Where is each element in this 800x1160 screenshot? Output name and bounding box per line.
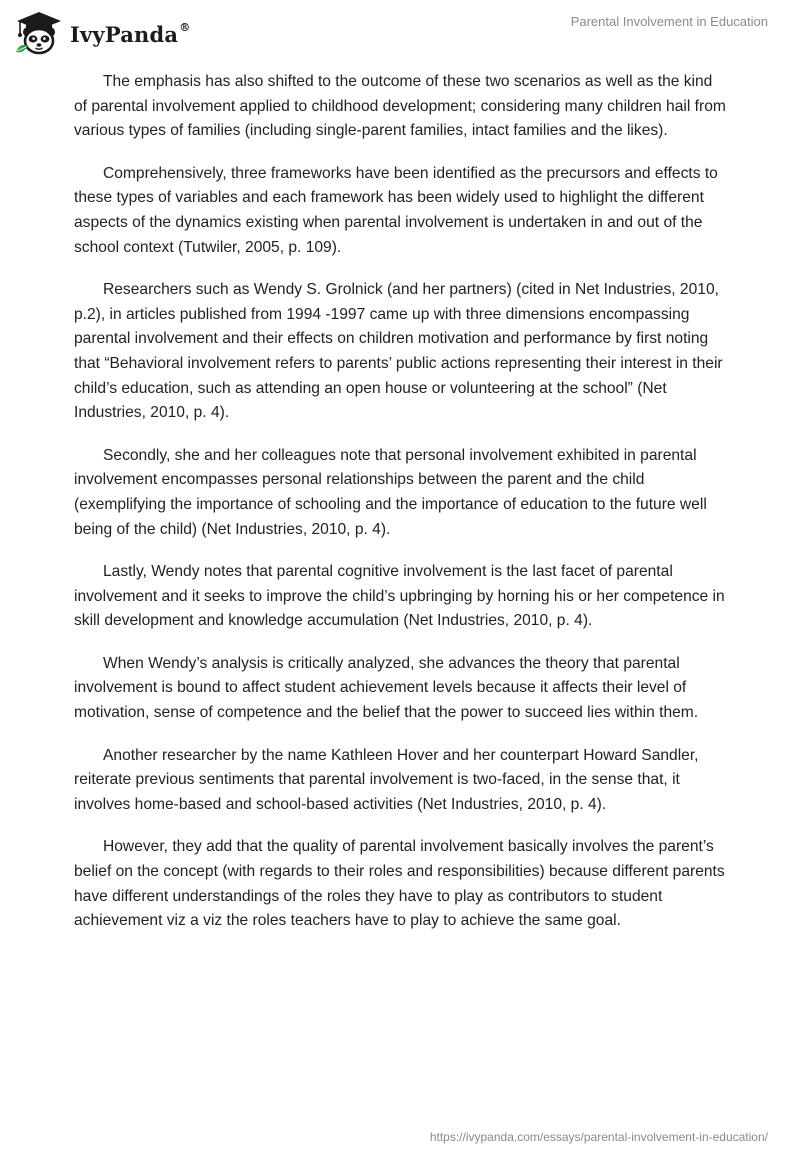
paragraph: Secondly, she and her colleagues note that personal involvement exhibited in parental involvement encompasses personal relationships between the parent and the child (exemplifying the importance of schooling and the importance of education to the future well being of the child) (Net Industries, 2010, p. 4). <box>74 446 707 538</box>
paragraph: Lastly, Wendy notes that parental cognitive involvement is the last facet of parental involvement and it seeks to improve the child’s upbringing by horning his or her competence in skill development and knowledge accumulation (Net Industries, 2010, p. 4). <box>74 563 725 630</box>
document-title: Parental Involvement in Education <box>570 14 768 29</box>
essay-body <box>74 70 728 952</box>
paragraph: Researchers such as Wendy S. Grolnick (and her partners) (cited in Net Industries, 2010, p.2), in articles published from 1994 -1997 came up with three dimensions encompassing parental involvement and their effects on children motivation and performance by first noting that “Behavioral involvement refers to parents’ public actions representing their interest in their child’s education, such as attending an open house or volunteering at the school” (Net Industries, 2010, p. 4). <box>74 281 723 422</box>
logo-text <box>70 22 190 47</box>
paragraph: The emphasis has also shifted to the outcome of these two scenarios as well as the kind of parental involvement applied to childhood development; considering many children hail from various types of families (including single-parent families, intact families and the likes). <box>74 73 726 140</box>
panda-graduate-icon <box>14 10 64 56</box>
paragraph: Comprehensively, three frameworks have been identified as the precursors and effects to these types of variables and each framework has been widely used to highlight the different aspects of the dynamics existing when parental involvement is undertaken in and out of the school context (Tutwiler, 2005, p. 109). <box>74 164 718 256</box>
ivypanda-logo[interactable] <box>14 10 190 56</box>
source-url[interactable]: https://ivypanda.com/essays/parental-involvement-in-education/ <box>429 1130 768 1144</box>
paragraph: Another researcher by the name Kathleen Hover and her counterpart Howard Sandler, reiterate previous sentiments that parental involvement is two-faced, in the sense that, it involves home-based and school-based activities (Net Industries, 2010, p. 4). <box>74 746 699 813</box>
paragraph: When Wendy’s analysis is critically analyzed, she advances the theory that parental involvement is bound to affect student achievement levels because it affects their level of motivation, sense of competence and the belief that the power to succeed lies within them. <box>74 654 699 722</box>
paragraph: However, they add that the quality of parental involvement basically involves the parent’s belief on the concept (with regards to their roles and responsibilities) because different parents have different understandings of the roles they have to play as contributors to student achievement viz a viz the roles teachers have to play to achieve the same goal. <box>74 838 725 930</box>
logo-wordmark: IvyPanda <box>70 21 179 47</box>
registered-mark: ® <box>179 20 191 34</box>
page-header <box>0 0 800 62</box>
